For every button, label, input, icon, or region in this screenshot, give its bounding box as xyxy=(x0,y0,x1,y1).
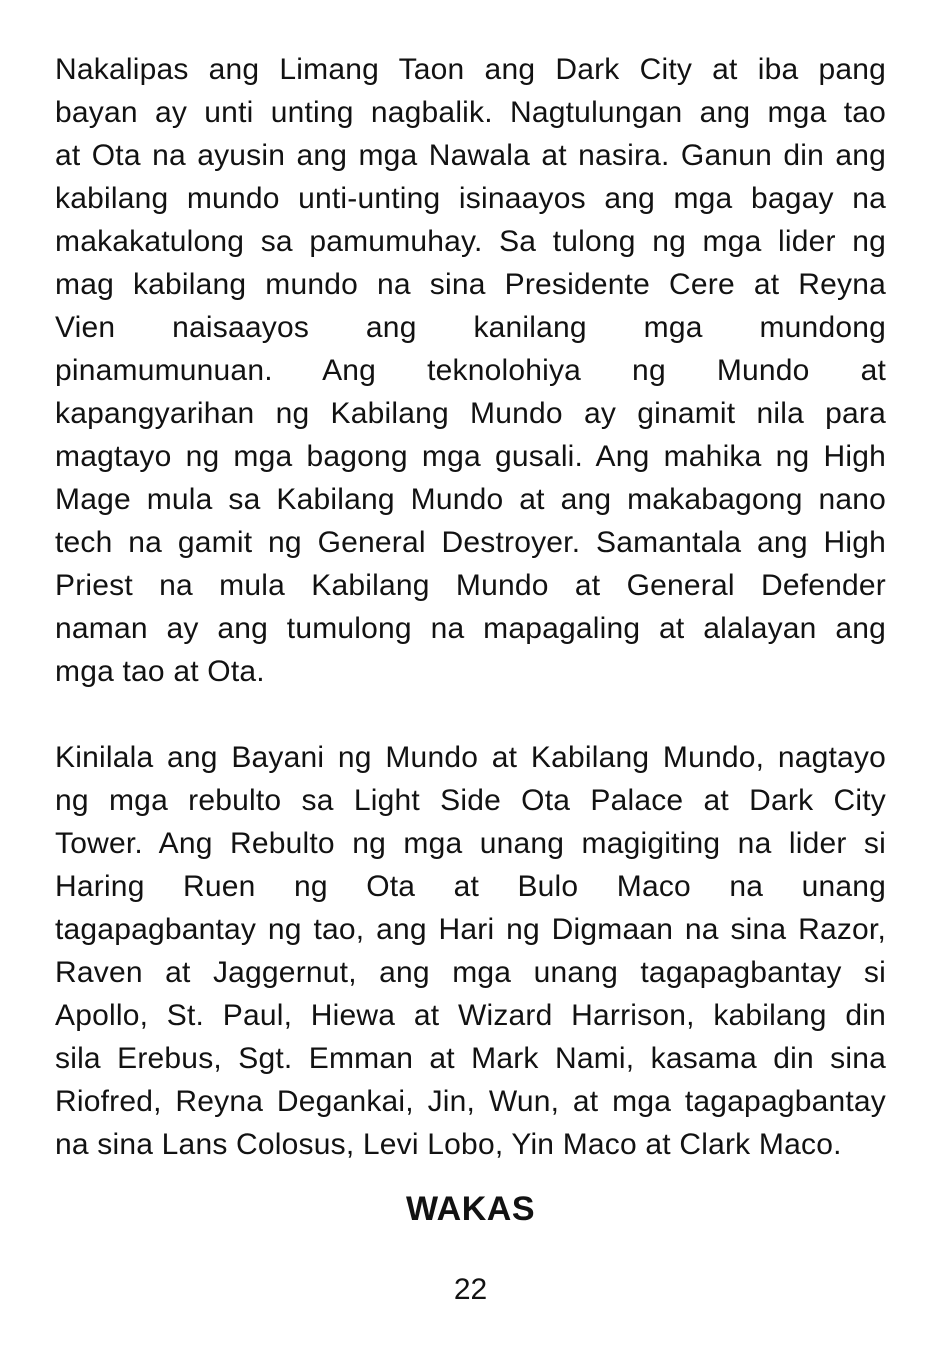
text-line: Mage mula sa Kabilang Mundo at ang makabagong nano xyxy=(55,483,886,516)
text-line: Kinilala ang Bayani ng Mundo at Kabilang Mundo, nagtayo xyxy=(55,741,886,774)
text-line: na sina Lans Colosus, Levi Lobo, Yin Maco at Clark Maco. xyxy=(55,1128,842,1161)
ending-heading: WAKAS xyxy=(405,1190,536,1228)
text-line: bayan ay unti unting nagbalik. Nagtulungan ang mga tao xyxy=(55,96,886,129)
paragraph-2 xyxy=(55,736,886,1166)
paragraph-1 xyxy=(55,48,886,693)
text-line: Apollo, St. Paul, Hiewa at Wizard Harrison, kabilang din xyxy=(55,999,886,1032)
page-number: 22 xyxy=(453,1273,488,1306)
text-line: makakatulong sa pamumuhay. Sa tulong ng mga lider ng xyxy=(55,225,886,258)
text-line: Haring Ruen ng Ota at Bulo Maco na unang xyxy=(55,870,886,903)
text-line: Nakalipas ang Limang Taon ang Dark City at iba pang xyxy=(55,53,886,86)
text-line: sila Erebus, Sgt. Emman at Mark Nami, kasama din sina xyxy=(55,1042,886,1075)
text-line: mga tao at Ota. xyxy=(55,655,265,688)
text-line: pinamumunuan. Ang teknolohiya ng Mundo at xyxy=(55,354,886,387)
text-line: kapangyarihan ng Kabilang Mundo ay ginamit nila para xyxy=(55,397,886,430)
text-line: Priest na mula Kabilang Mundo at General Defender xyxy=(55,569,886,602)
text-line: at Ota na ayusin ang mga Nawala at nasira. Ganun din ang xyxy=(55,139,886,172)
text-line: Riofred, Reyna Degankai, Jin, Wun, at mga tagapagbantay xyxy=(55,1085,886,1118)
text-line: ng mga rebulto sa Light Side Ota Palace at Dark City xyxy=(55,784,886,817)
text-line: kabilang mundo unti-unting isinaayos ang mga bagay na xyxy=(55,182,886,215)
text-line: naman ay ang tumulong na mapagaling at alalayan ang xyxy=(55,612,886,645)
text-line: magtayo ng mga bagong mga gusali. Ang mahika ng High xyxy=(55,440,886,473)
text-line: Raven at Jaggernut, ang mga unang tagapagbantay si xyxy=(55,956,886,989)
text-line: tech na gamit ng General Destroyer. Samantala ang High xyxy=(55,526,886,559)
text-line: mag kabilang mundo na sina Presidente Cere at Reyna xyxy=(55,268,886,301)
text-line: Vien naisaayos ang kanilang mga mundong xyxy=(55,311,886,344)
text-line: tagapagbantay ng tao, ang Hari ng Digmaan na sina Razor, xyxy=(55,913,886,946)
text-line: Tower. Ang Rebulto ng mga unang magigiting na lider si xyxy=(55,827,886,860)
